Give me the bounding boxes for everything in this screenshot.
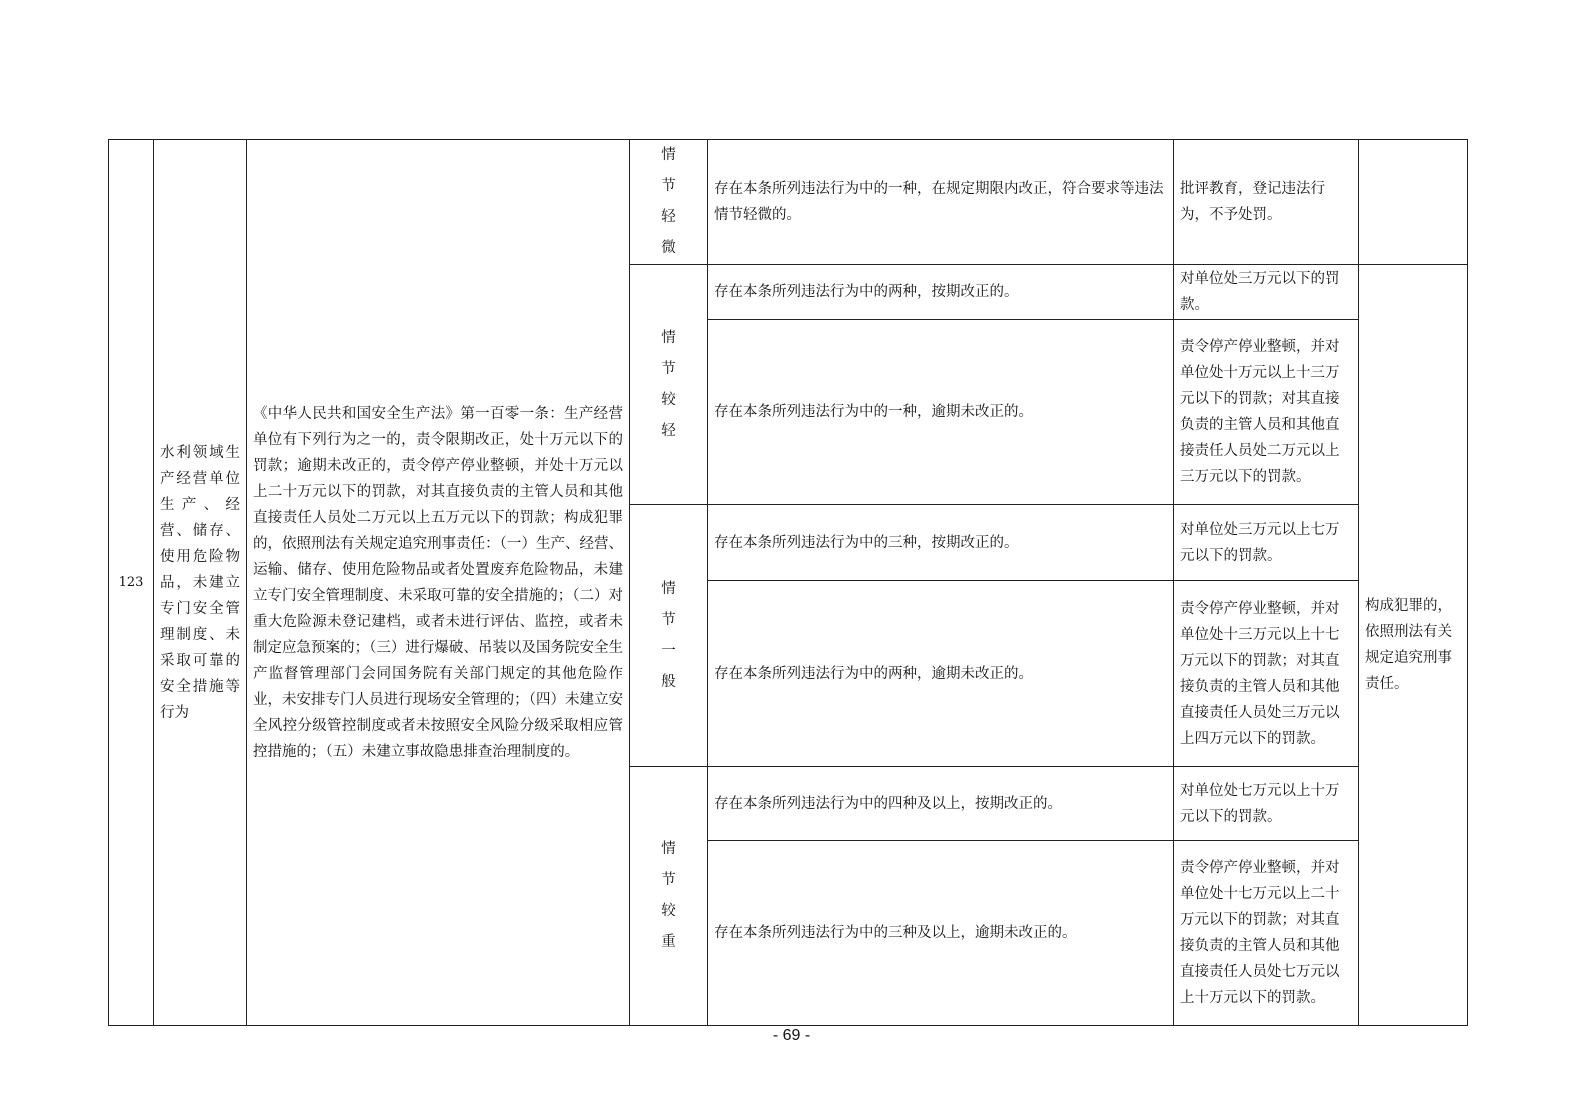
situation-cell: 存在本条所列违法行为中的两种，按期改正的。 bbox=[708, 265, 1174, 320]
level-cell bbox=[630, 505, 708, 767]
penalty-standard-cell: 对单位处七万元以上十万元以下的罚款。 bbox=[1174, 767, 1359, 841]
level-label: 情节较轻 bbox=[661, 329, 676, 439]
level-cell bbox=[630, 767, 708, 1026]
table-row bbox=[109, 140, 1468, 265]
penalty-standard-cell: 责令停产停业整顿，并对单位处十七万元以上二十万元以下的罚款；对其直接负责的主管人员和其他直接责任人员处七万元以上十万元以下的罚款。 bbox=[1174, 841, 1359, 1026]
level-label: 情节一般 bbox=[661, 580, 676, 690]
situation-cell: 存在本条所列违法行为中的四种及以上，按期改正的。 bbox=[708, 767, 1174, 841]
situation-cell: 存在本条所列违法行为中的三种及以上，逾期未改正的。 bbox=[708, 841, 1174, 1026]
penalty-standard-cell: 责令停产停业整顿，并对单位处十万元以上十三万元以下的罚款；对其直接负责的主管人员和其他直接责任人员处二万元以上三万元以下的罚款。 bbox=[1174, 320, 1359, 505]
situation-cell: 存在本条所列违法行为中的一种，逾期未改正的。 bbox=[708, 320, 1174, 505]
situation-cell: 存在本条所列违法行为中的两种，逾期未改正的。 bbox=[708, 581, 1174, 767]
level-cell bbox=[630, 265, 708, 505]
level-cell bbox=[630, 140, 708, 265]
legal-basis: 《中华人民共和国安全生产法》第一百零一条：生产经营单位有下列行为之一的，责令限期改正，处十万元以下的罚款；逾期未改正的，责令停产停业整顿，并处十万元以上二十万元以下的罚款，对其直接负责的主管人员和其他直接责任人员处二万元以上五万元以下的罚款；构成犯罪的，依照刑法有关规定追究刑事责任：（一）生产、经营、运输、储存、使用危险物品或者处置废弃危险物品，未建立专门安全管理制度、未采取可靠的安全措施的；（二）对重大危险源未登记建档，或者未进行评估、监控，或者未制定应急预案的；（三）进行爆破、吊装以及国务院安全生产监督管理部门会同国务院有关部门规定的其他危险作业，未安排专门人员进行现场安全管理的；（四）未建立安全风控分级管控制度或者未按照安全风险分级采取相应管控措施的；（五）未建立事故隐患排查治理制度的。 bbox=[247, 140, 630, 1026]
penalty-standard-cell: 对单位处三万元以下的罚款。 bbox=[1174, 265, 1359, 320]
level-label: 情节较重 bbox=[661, 841, 676, 950]
page-number: - 69 - bbox=[772, 1027, 811, 1044]
violation-description: 水利领域生产经营单位生产、经营、储存、使用危险物品，未建立专门安全管理制度、未采取可靠的安全措施等行为 bbox=[154, 140, 247, 1026]
penalty-standard-cell: 对单位处三万元以上七万元以下的罚款。 bbox=[1174, 505, 1359, 581]
penalty-standard-cell: 责令停产停业整顿，并对单位处十三万元以上十七万元以下的罚款；对其直接负责的主管人员和其他直接责任人员处三万元以上四万元以下的罚款。 bbox=[1174, 581, 1359, 767]
criminal-liability-note: 构成犯罪的，依照刑法有关规定追究刑事责任。 bbox=[1359, 265, 1468, 1026]
situation-cell: 存在本条所列违法行为中的一种，在规定期限内改正，符合要求等违法情节轻微的。 bbox=[708, 140, 1174, 265]
level-label: 情节轻微 bbox=[661, 147, 676, 256]
situation-cell: 存在本条所列违法行为中的三种，按期改正的。 bbox=[708, 505, 1174, 581]
penalty-standard-cell: 批评教育，登记违法行为，不予处罚。 bbox=[1174, 140, 1359, 265]
remark-cell-empty bbox=[1359, 140, 1468, 265]
penalty-standard-table bbox=[108, 139, 1468, 1026]
item-number: 123 bbox=[109, 140, 154, 1026]
